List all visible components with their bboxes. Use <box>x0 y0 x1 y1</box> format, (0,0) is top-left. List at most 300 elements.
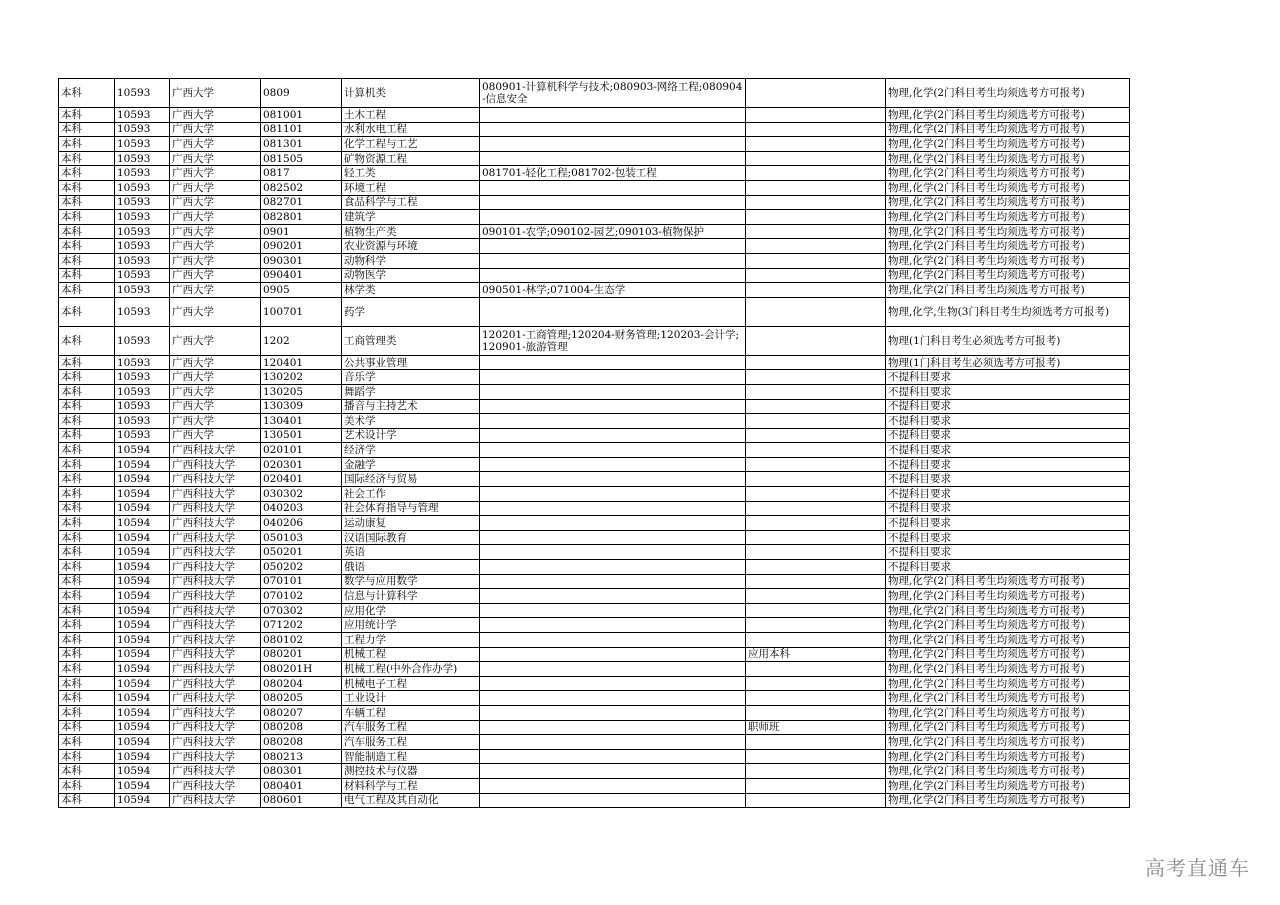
subject-requirement-cell: 物理,化学(2门科目考生均须选考方可报考) <box>886 720 1130 735</box>
school-code-cell: 10594 <box>115 764 170 779</box>
level-cell: 本科 <box>59 647 115 662</box>
major-code-cell: 130309 <box>261 399 342 414</box>
included-majors-cell <box>480 355 746 370</box>
level-cell: 本科 <box>59 589 115 604</box>
school-code-cell: 10593 <box>115 239 170 254</box>
major-name-cell: 车辆工程 <box>342 705 480 720</box>
major-name-cell: 社会工作 <box>342 487 480 502</box>
level-cell: 本科 <box>59 166 115 181</box>
major-code-cell: 090301 <box>261 253 342 268</box>
major-name-cell: 工程力学 <box>342 633 480 648</box>
school-code-cell: 10594 <box>115 749 170 764</box>
major-name-cell: 社会体育指导与管理 <box>342 501 480 516</box>
school-name-cell: 广西大学 <box>170 210 261 225</box>
note-cell <box>746 399 886 414</box>
level-cell: 本科 <box>59 676 115 691</box>
level-cell: 本科 <box>59 384 115 399</box>
major-code-cell: 130205 <box>261 384 342 399</box>
table-row <box>59 720 1130 735</box>
subject-requirement-cell: 物理,化学(2门科目考生均须选考方可报考) <box>886 180 1130 195</box>
major-code-cell: 080208 <box>261 720 342 735</box>
note-cell <box>746 472 886 487</box>
school-name-cell: 广西大学 <box>170 399 261 414</box>
included-majors-cell <box>480 545 746 560</box>
table-row <box>59 574 1130 589</box>
table-row <box>59 210 1130 225</box>
major-name-cell: 应用统计学 <box>342 618 480 633</box>
table-row <box>59 647 1130 662</box>
subject-requirement-cell: 物理,化学,生物(3门科目考生均须选考方可报考) <box>886 297 1130 326</box>
note-cell <box>746 778 886 793</box>
note-cell <box>746 428 886 443</box>
major-code-cell: 0817 <box>261 166 342 181</box>
note-cell <box>746 691 886 706</box>
subject-requirement-cell: 不提科目要求 <box>886 487 1130 502</box>
subject-requirement-cell: 物理,化学(2门科目考生均须选考方可报考) <box>886 137 1130 152</box>
school-name-cell: 广西科技大学 <box>170 633 261 648</box>
note-cell <box>746 166 886 181</box>
note-cell <box>746 560 886 575</box>
school-name-cell: 广西科技大学 <box>170 589 261 604</box>
subject-requirement-cell: 物理,化学(2门科目考生均须选考方可报考) <box>886 253 1130 268</box>
included-majors-cell <box>480 487 746 502</box>
level-cell: 本科 <box>59 749 115 764</box>
note-cell <box>746 676 886 691</box>
note-cell <box>746 574 886 589</box>
major-code-cell: 070101 <box>261 574 342 589</box>
school-name-cell: 广西科技大学 <box>170 443 261 458</box>
included-majors-cell <box>480 793 746 808</box>
level-cell: 本科 <box>59 472 115 487</box>
included-majors-cell <box>480 384 746 399</box>
note-cell <box>746 749 886 764</box>
school-name-cell: 广西大学 <box>170 180 261 195</box>
included-majors-cell <box>480 633 746 648</box>
level-cell: 本科 <box>59 778 115 793</box>
subject-requirement-cell: 物理,化学(2门科目考生均须选考方可报考) <box>886 676 1130 691</box>
subject-requirement-cell: 不提科目要求 <box>886 516 1130 531</box>
table-row <box>59 355 1130 370</box>
major-name-cell: 计算机类 <box>342 79 480 108</box>
level-cell: 本科 <box>59 501 115 516</box>
table-row <box>59 545 1130 560</box>
school-code-cell: 10593 <box>115 108 170 123</box>
included-majors-cell <box>480 720 746 735</box>
note-cell <box>746 516 886 531</box>
note-cell <box>746 633 886 648</box>
school-name-cell: 广西科技大学 <box>170 749 261 764</box>
included-majors-cell <box>480 676 746 691</box>
included-majors-cell <box>480 647 746 662</box>
major-name-cell: 水利水电工程 <box>342 122 480 137</box>
subject-requirement-cell: 物理,化学(2门科目考生均须选考方可报考) <box>886 749 1130 764</box>
included-majors-cell: 120201-工商管理;120204-财务管理;120203-会计学;120901-旅游管理 <box>480 326 746 355</box>
school-code-cell: 10594 <box>115 676 170 691</box>
major-code-cell: 080205 <box>261 691 342 706</box>
school-name-cell: 广西科技大学 <box>170 764 261 779</box>
included-majors-cell: 080901-计算机科学与技术;080903-网络工程;080904-信息安全 <box>480 79 746 108</box>
level-cell: 本科 <box>59 487 115 502</box>
major-name-cell: 金融学 <box>342 457 480 472</box>
included-majors-cell <box>480 705 746 720</box>
subject-requirement-cell: 不提科目要求 <box>886 501 1130 516</box>
major-name-cell: 工业设计 <box>342 691 480 706</box>
school-name-cell: 广西大学 <box>170 283 261 298</box>
school-code-cell: 10594 <box>115 530 170 545</box>
school-name-cell: 广西大学 <box>170 137 261 152</box>
major-name-cell: 环境工程 <box>342 180 480 195</box>
included-majors-cell <box>480 151 746 166</box>
school-name-cell: 广西科技大学 <box>170 778 261 793</box>
major-name-cell: 植物生产类 <box>342 224 480 239</box>
note-cell <box>746 79 886 108</box>
table-row <box>59 326 1130 355</box>
note-cell <box>746 662 886 677</box>
level-cell: 本科 <box>59 618 115 633</box>
included-majors-cell <box>480 108 746 123</box>
subject-requirement-cell: 物理,化学(2门科目考生均须选考方可报考) <box>886 735 1130 750</box>
major-code-cell: 0809 <box>261 79 342 108</box>
school-code-cell: 10593 <box>115 370 170 385</box>
included-majors-cell <box>480 137 746 152</box>
school-name-cell: 广西大学 <box>170 224 261 239</box>
subject-requirement-cell: 物理,化学(2门科目考生均须选考方可报考) <box>886 224 1130 239</box>
school-name-cell: 广西科技大学 <box>170 603 261 618</box>
major-code-cell: 130202 <box>261 370 342 385</box>
table-row <box>59 691 1130 706</box>
school-code-cell: 10593 <box>115 253 170 268</box>
major-name-cell: 动物科学 <box>342 253 480 268</box>
school-name-cell: 广西科技大学 <box>170 720 261 735</box>
note-cell <box>746 137 886 152</box>
subject-requirement-cell: 物理,化学(2门科目考生均须选考方可报考) <box>886 603 1130 618</box>
school-name-cell: 广西科技大学 <box>170 487 261 502</box>
table-row <box>59 501 1130 516</box>
level-cell: 本科 <box>59 326 115 355</box>
subject-requirement-cell: 物理,化学(2门科目考生均须选考方可报考) <box>886 705 1130 720</box>
school-name-cell: 广西大学 <box>170 370 261 385</box>
table-row <box>59 151 1130 166</box>
table-row <box>59 268 1130 283</box>
note-cell <box>746 326 886 355</box>
table-row <box>59 428 1130 443</box>
major-code-cell: 0901 <box>261 224 342 239</box>
major-name-cell: 动物医学 <box>342 268 480 283</box>
subject-requirement-cell: 物理,化学(2门科目考生均须选考方可报考) <box>886 574 1130 589</box>
table-row <box>59 618 1130 633</box>
table-row <box>59 705 1130 720</box>
included-majors-cell <box>480 370 746 385</box>
subject-requirement-cell: 不提科目要求 <box>886 414 1130 429</box>
table-row <box>59 224 1130 239</box>
major-code-cell: 080201 <box>261 647 342 662</box>
table-row <box>59 108 1130 123</box>
subject-requirements-table <box>58 78 1130 808</box>
table-row <box>59 472 1130 487</box>
included-majors-cell <box>480 428 746 443</box>
table-row <box>59 370 1130 385</box>
level-cell: 本科 <box>59 545 115 560</box>
major-name-cell: 化学工程与工艺 <box>342 137 480 152</box>
table-row <box>59 633 1130 648</box>
level-cell: 本科 <box>59 691 115 706</box>
major-name-cell: 信息与计算科学 <box>342 589 480 604</box>
included-majors-cell <box>480 560 746 575</box>
included-majors-cell <box>480 574 746 589</box>
school-code-cell: 10594 <box>115 501 170 516</box>
school-name-cell: 广西大学 <box>170 239 261 254</box>
included-majors-cell <box>480 399 746 414</box>
note-cell <box>746 764 886 779</box>
school-name-cell: 广西大学 <box>170 108 261 123</box>
subject-requirement-cell: 不提科目要求 <box>886 560 1130 575</box>
note-cell <box>746 224 886 239</box>
table-row <box>59 778 1130 793</box>
major-name-cell: 智能制造工程 <box>342 749 480 764</box>
school-code-cell: 10593 <box>115 297 170 326</box>
included-majors-cell <box>480 530 746 545</box>
major-code-cell: 081101 <box>261 122 342 137</box>
major-name-cell: 汽车服务工程 <box>342 720 480 735</box>
school-code-cell: 10593 <box>115 268 170 283</box>
note-cell <box>746 589 886 604</box>
major-code-cell: 1202 <box>261 326 342 355</box>
major-code-cell: 130501 <box>261 428 342 443</box>
major-code-cell: 040206 <box>261 516 342 531</box>
table-row <box>59 516 1130 531</box>
subject-requirement-cell: 不提科目要求 <box>886 370 1130 385</box>
note-cell <box>746 268 886 283</box>
table-row <box>59 793 1130 808</box>
note-cell <box>746 793 886 808</box>
included-majors-cell: 090501-林学;071004-生态学 <box>480 283 746 298</box>
subject-requirement-cell: 物理,化学(2门科目考生均须选考方可报考) <box>886 647 1130 662</box>
major-code-cell: 070302 <box>261 603 342 618</box>
level-cell: 本科 <box>59 574 115 589</box>
level-cell: 本科 <box>59 633 115 648</box>
table-row <box>59 589 1130 604</box>
included-majors-cell <box>480 691 746 706</box>
included-majors-cell <box>480 210 746 225</box>
major-name-cell: 药学 <box>342 297 480 326</box>
major-name-cell: 美术学 <box>342 414 480 429</box>
major-name-cell: 运动康复 <box>342 516 480 531</box>
major-name-cell: 测控技术与仪器 <box>342 764 480 779</box>
school-code-cell: 10593 <box>115 79 170 108</box>
major-code-cell: 070102 <box>261 589 342 604</box>
table-row <box>59 195 1130 210</box>
note-cell <box>746 355 886 370</box>
table-row <box>59 676 1130 691</box>
level-cell: 本科 <box>59 355 115 370</box>
note-cell <box>746 735 886 750</box>
level-cell: 本科 <box>59 560 115 575</box>
included-majors-cell: 090101-农学;090102-园艺;090103-植物保护 <box>480 224 746 239</box>
subject-requirement-cell: 不提科目要求 <box>886 472 1130 487</box>
subject-requirement-cell: 物理,化学(2门科目考生均须选考方可报考) <box>886 195 1130 210</box>
school-name-cell: 广西大学 <box>170 151 261 166</box>
note-cell <box>746 705 886 720</box>
level-cell: 本科 <box>59 108 115 123</box>
school-code-cell: 10594 <box>115 487 170 502</box>
subject-requirement-cell: 不提科目要求 <box>886 545 1130 560</box>
major-code-cell: 050103 <box>261 530 342 545</box>
major-name-cell: 农业资源与环境 <box>342 239 480 254</box>
note-cell <box>746 151 886 166</box>
note-cell <box>746 545 886 560</box>
level-cell: 本科 <box>59 603 115 618</box>
note-cell <box>746 283 886 298</box>
major-code-cell: 080201H <box>261 662 342 677</box>
school-code-cell: 10593 <box>115 355 170 370</box>
level-cell: 本科 <box>59 195 115 210</box>
school-name-cell: 广西大学 <box>170 384 261 399</box>
major-name-cell: 数学与应用数学 <box>342 574 480 589</box>
included-majors-cell <box>480 195 746 210</box>
included-majors-cell <box>480 749 746 764</box>
school-code-cell: 10593 <box>115 399 170 414</box>
level-cell: 本科 <box>59 151 115 166</box>
major-name-cell: 汉语国际教育 <box>342 530 480 545</box>
subject-requirement-cell: 物理,化学(2门科目考生均须选考方可报考) <box>886 793 1130 808</box>
school-name-cell: 广西科技大学 <box>170 457 261 472</box>
subject-requirement-cell: 不提科目要求 <box>886 530 1130 545</box>
subject-requirement-cell: 不提科目要求 <box>886 399 1130 414</box>
major-name-cell: 公共事业管理 <box>342 355 480 370</box>
major-name-cell: 土木工程 <box>342 108 480 123</box>
school-name-cell: 广西科技大学 <box>170 662 261 677</box>
school-code-cell: 10593 <box>115 414 170 429</box>
table-row <box>59 749 1130 764</box>
level-cell: 本科 <box>59 457 115 472</box>
subject-requirement-cell: 物理,化学(2门科目考生均须选考方可报考) <box>886 589 1130 604</box>
included-majors-cell <box>480 253 746 268</box>
level-cell: 本科 <box>59 180 115 195</box>
table-row <box>59 530 1130 545</box>
major-name-cell: 机械工程 <box>342 647 480 662</box>
school-code-cell: 10593 <box>115 122 170 137</box>
school-code-cell: 10594 <box>115 633 170 648</box>
subject-requirement-cell: 物理,化学(2门科目考生均须选考方可报考) <box>886 210 1130 225</box>
note-cell <box>746 618 886 633</box>
note-cell <box>746 210 886 225</box>
note-cell <box>746 487 886 502</box>
included-majors-cell <box>480 764 746 779</box>
school-code-cell: 10594 <box>115 735 170 750</box>
major-name-cell: 林学类 <box>342 283 480 298</box>
subject-requirement-cell: 物理,化学(2门科目考生均须选考方可报考) <box>886 268 1130 283</box>
table-row <box>59 487 1130 502</box>
note-cell <box>746 370 886 385</box>
major-code-cell: 050202 <box>261 560 342 575</box>
note-cell <box>746 180 886 195</box>
level-cell: 本科 <box>59 79 115 108</box>
school-code-cell: 10593 <box>115 428 170 443</box>
major-name-cell: 矿物资源工程 <box>342 151 480 166</box>
included-majors-cell <box>480 443 746 458</box>
school-code-cell: 10593 <box>115 151 170 166</box>
school-name-cell: 广西科技大学 <box>170 705 261 720</box>
table-body <box>59 79 1130 808</box>
table-row <box>59 662 1130 677</box>
note-cell <box>746 297 886 326</box>
subject-requirement-cell: 物理,化学(2门科目考生均须选考方可报考) <box>886 633 1130 648</box>
included-majors-cell <box>480 122 746 137</box>
major-code-cell: 082502 <box>261 180 342 195</box>
level-cell: 本科 <box>59 253 115 268</box>
table-row <box>59 384 1130 399</box>
subject-requirement-cell: 物理,化学(2门科目考生均须选考方可报考) <box>886 239 1130 254</box>
level-cell: 本科 <box>59 662 115 677</box>
major-code-cell: 081505 <box>261 151 342 166</box>
subject-requirement-cell: 物理,化学(2门科目考生均须选考方可报考) <box>886 122 1130 137</box>
school-name-cell: 广西科技大学 <box>170 501 261 516</box>
subject-requirement-cell: 不提科目要求 <box>886 457 1130 472</box>
major-name-cell: 汽车服务工程 <box>342 735 480 750</box>
included-majors-cell <box>480 297 746 326</box>
school-name-cell: 广西科技大学 <box>170 793 261 808</box>
school-name-cell: 广西科技大学 <box>170 676 261 691</box>
major-code-cell: 080301 <box>261 764 342 779</box>
school-code-cell: 10594 <box>115 560 170 575</box>
included-majors-cell <box>480 516 746 531</box>
school-name-cell: 广西科技大学 <box>170 545 261 560</box>
table-row <box>59 180 1130 195</box>
included-majors-cell <box>480 662 746 677</box>
major-code-cell: 080601 <box>261 793 342 808</box>
note-cell <box>746 414 886 429</box>
school-name-cell: 广西大学 <box>170 355 261 370</box>
level-cell: 本科 <box>59 283 115 298</box>
included-majors-cell <box>480 603 746 618</box>
school-name-cell: 广西大学 <box>170 79 261 108</box>
subject-requirement-cell: 物理(1门科目考生必须选考方可报考) <box>886 326 1130 355</box>
subject-requirement-cell: 物理,化学(2门科目考生均须选考方可报考) <box>886 778 1130 793</box>
note-cell <box>746 501 886 516</box>
major-name-cell: 俄语 <box>342 560 480 575</box>
school-code-cell: 10594 <box>115 647 170 662</box>
major-code-cell: 020401 <box>261 472 342 487</box>
school-code-cell: 10594 <box>115 618 170 633</box>
subject-requirement-cell: 物理,化学(2门科目考生均须选考方可报考) <box>886 691 1130 706</box>
table-row <box>59 735 1130 750</box>
school-name-cell: 广西科技大学 <box>170 560 261 575</box>
major-name-cell: 材料科学与工程 <box>342 778 480 793</box>
major-code-cell: 071202 <box>261 618 342 633</box>
table-row <box>59 122 1130 137</box>
level-cell: 本科 <box>59 137 115 152</box>
level-cell: 本科 <box>59 370 115 385</box>
school-code-cell: 10593 <box>115 384 170 399</box>
major-name-cell: 经济学 <box>342 443 480 458</box>
major-code-cell: 080207 <box>261 705 342 720</box>
school-code-cell: 10594 <box>115 662 170 677</box>
school-code-cell: 10593 <box>115 210 170 225</box>
school-code-cell: 10593 <box>115 224 170 239</box>
table-row <box>59 239 1130 254</box>
school-code-cell: 10594 <box>115 793 170 808</box>
subject-requirement-cell: 物理,化学(2门科目考生均须选考方可报考) <box>886 151 1130 166</box>
level-cell: 本科 <box>59 705 115 720</box>
major-name-cell: 轻工类 <box>342 166 480 181</box>
table-row <box>59 283 1130 298</box>
major-code-cell: 120401 <box>261 355 342 370</box>
table-row <box>59 443 1130 458</box>
major-code-cell: 080102 <box>261 633 342 648</box>
table-row <box>59 603 1130 618</box>
subject-requirement-cell: 物理,化学(2门科目考生均须选考方可报考) <box>886 166 1130 181</box>
major-name-cell: 电气工程及其自动化 <box>342 793 480 808</box>
